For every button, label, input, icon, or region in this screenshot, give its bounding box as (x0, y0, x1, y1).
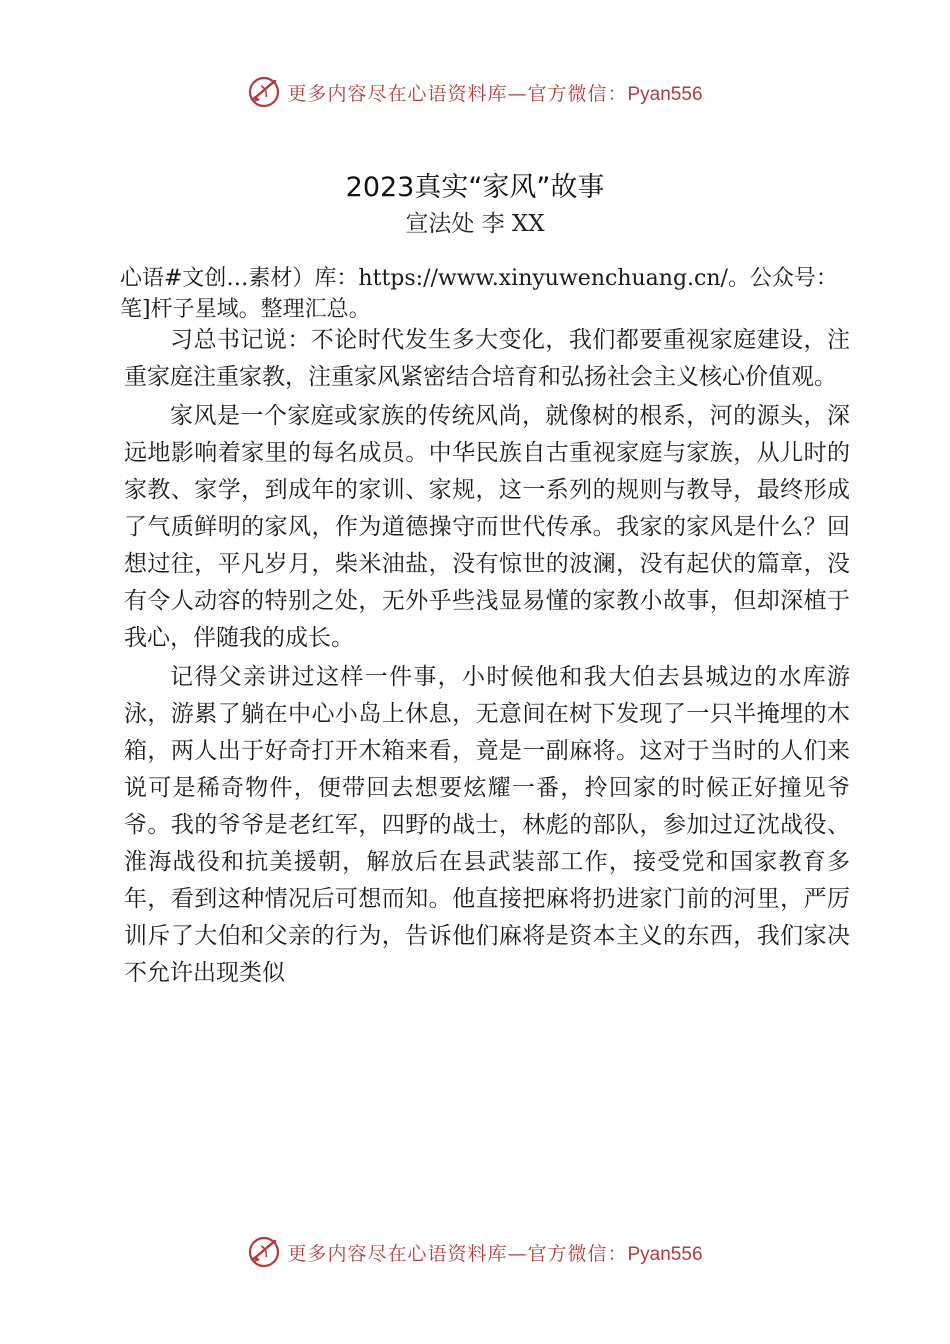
author-line: 宣法处 李 XX (405, 211, 545, 237)
paragraph: 习总书记说：不论时代发生多大变化，我们都要重视家庭建设，注重家庭注重家教，注重家风紧密结合培育和弘扬社会主义核心价值观。 (124, 327, 850, 390)
pen-circle-logo-icon (247, 75, 281, 109)
source-note: 心语#文创…素材）库：https://www.xinyuwenchuang.cn/。公众号：笔]杆子星域。整理汇总。 (120, 266, 838, 322)
article-body (124, 322, 850, 994)
paragraph: 记得父亲讲过这样一件事，小时候他和我大伯去县城边的水库游泳，游累了躺在中心小岛上休息，无意间在树下发现了一只半掩埋的木箱，两人出于好奇打开木箱来看，竟是一副麻将。这对于当时的人们来说可是稀奇物件，便带回去想要炫耀一番，拎回家的时候正好撞见爷爷。我的爷爷是老红军，四野的战士，林彪的部队，参加过辽沈战役、淮海战役和抗美援朝，解放后在县武装部工作，接受党和国家教育多年，看到这种情况后可想而知。他直接把麻将扔进家门前的河里，严厉训斥了大伯和父亲的行为，告诉他们麻将是资本主义的东西，我们家决不允许出现类似 (124, 664, 850, 986)
paragraph: 家风是一个家庭或家族的传统风尚，就像树的根系，河的源头，深远地影响着家里的每名成员。中华民族自古重视家庭与家族，从儿时的家教、家学，到成年的家训、家规，这一系列的规则与教导，最终形成了气质鲜明的家风，作为道德操守而世代传承。我家的家风是什么？回想过往，平凡岁月，柴米油盐，没有惊世的波澜，没有起伏的篇章，没有令人动容的特别之处，无外乎些浅显易懂的家教小故事，但却深植于我心，伴随我的成长。 (124, 403, 850, 651)
header-banner-text: 更多内容尽在心语资料库—官方微信：Pyan556 (287, 82, 703, 105)
header-wechat-id: Pyan556 (627, 83, 703, 105)
pen-circle-logo-icon (247, 1235, 281, 1269)
footer-wechat-id: Pyan556 (627, 1243, 703, 1265)
header-banner (0, 70, 950, 114)
footer-banner (0, 1230, 950, 1274)
footer-banner-text: 更多内容尽在心语资料库—官方微信：Pyan556 (287, 1242, 703, 1265)
page-title: 2023真实“家风”故事 (345, 172, 605, 203)
